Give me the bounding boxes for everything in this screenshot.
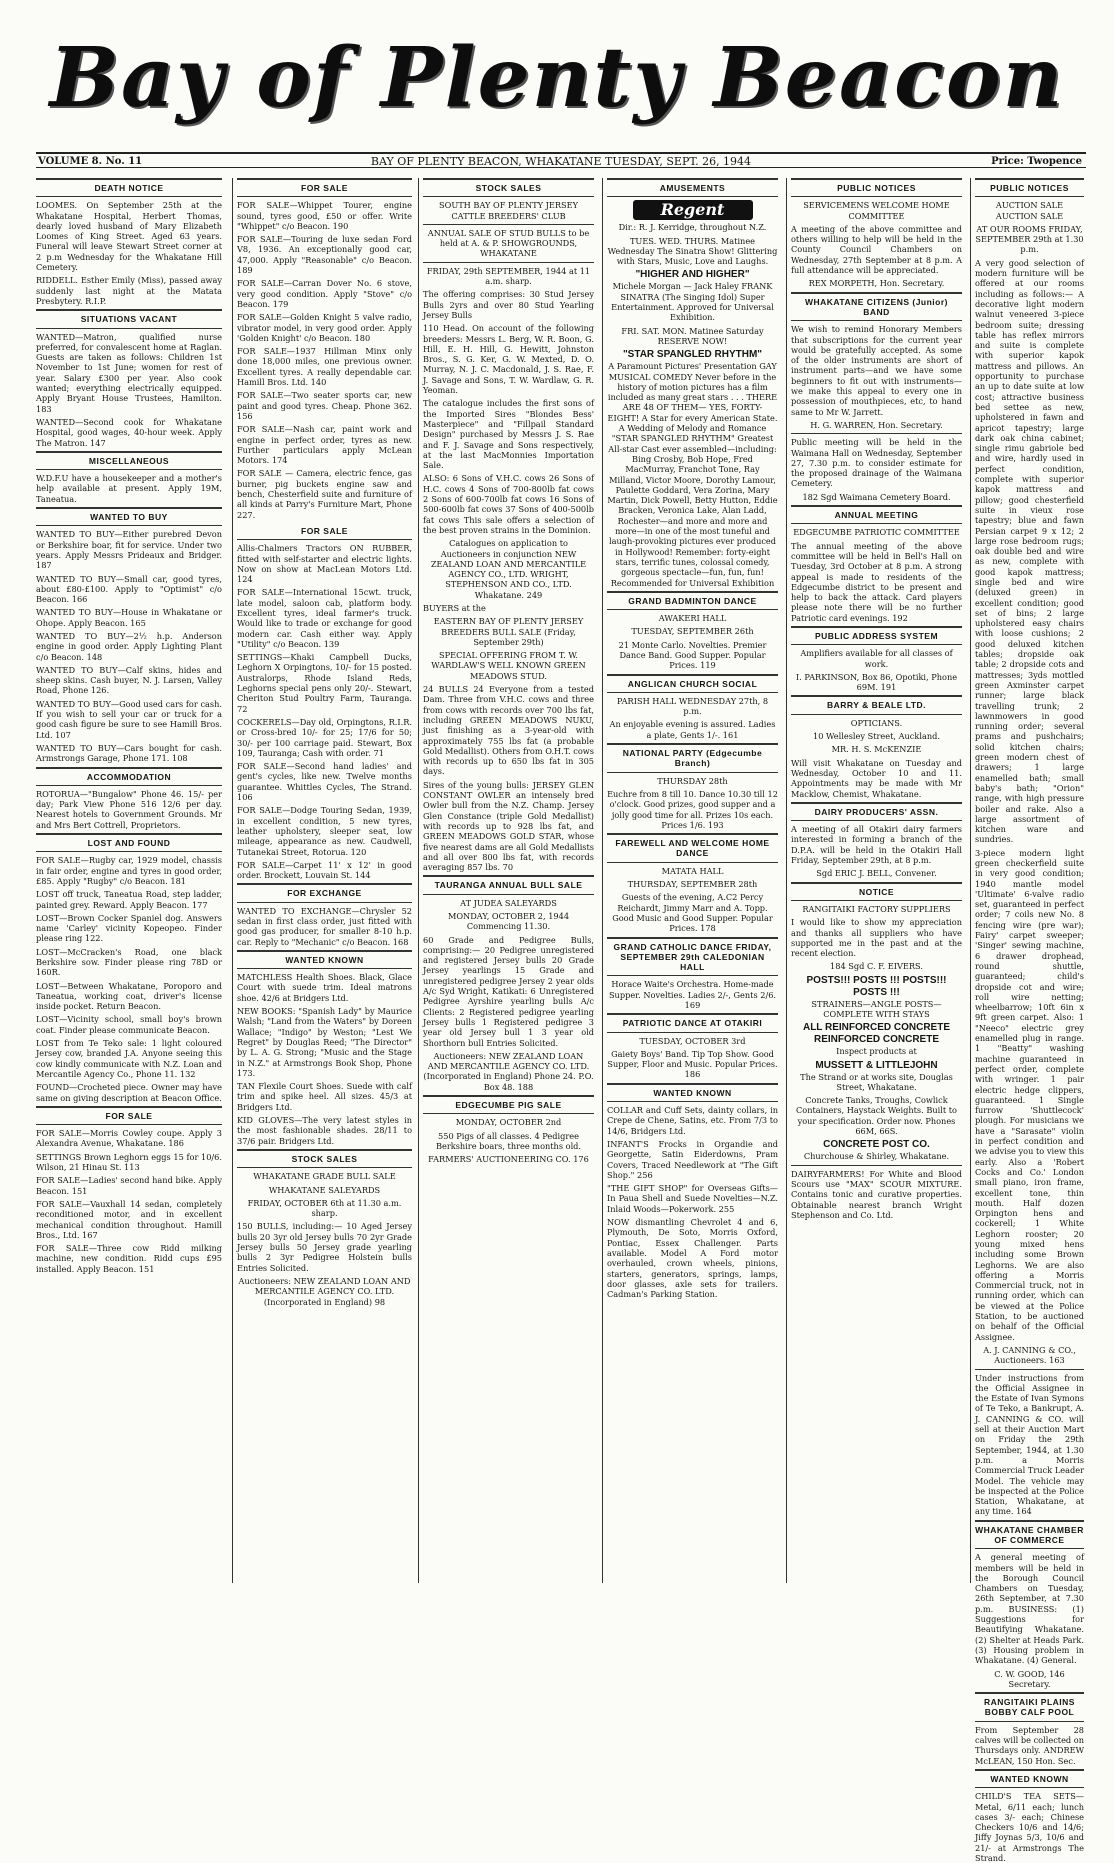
classified-ad: FOR SALE—Dodge Touring Sedan, 1939, in excellent condition, 5 new tyres, leather upholstery, sleeper seat, low mileage, appearance as new. Caudwell, Tutanekai Street, Rotorua. 120 bbox=[237, 805, 412, 857]
film-title: "HIGHER AND HIGHER" bbox=[635, 269, 750, 281]
ad-headline: ALL REINFORCED CONCRETE REINFORCED CONCRETE bbox=[802, 1022, 951, 1046]
sale-details: The offering comprises: 30 Stud Jersey Bulls 2yrs and over 80 Stud Yearling Jersey Bulls bbox=[423, 289, 594, 320]
classified-ad: CHILD'S TEA SETS—Metal, 6/11 each; lunch cases 3/- each; Chinese Checkers 10/6 and 14/6; Jiffy Joynas 5/3, 10/6 and 21/- at Armstrongs The Strand. bbox=[975, 1791, 1084, 1863]
notice-title: NOTICE bbox=[791, 882, 962, 901]
notice: We wish to remind Honorary Members that subscriptions for the current year would be gratefully accepted. As some of the older instruments are short of instrument parts—and we have some beginners to fit out with instruments—we make this appeal to every one in possession of mouthpieces, etc, to hand same to Mr W. Jarrett. bbox=[791, 324, 962, 417]
notice: I would like to show my appreciation and thanks all suppliers who have supported me in the past and at the recent election. bbox=[791, 917, 962, 959]
sale-date: MONDAY, OCTOBER 2nd bbox=[455, 1117, 562, 1128]
classified-ad: KID GLOVES—The very latest styles in the most fashionable shades. 28/11 to 37/6 pair. Bridgers Ltd. bbox=[237, 1115, 412, 1146]
event-title: NATIONAL PARTY (Edgecumbe Branch) bbox=[607, 743, 778, 773]
section-heading: DEATH NOTICE bbox=[36, 178, 222, 197]
classified-ad: WANTED TO EXCHANGE—Chrysler 52 sedan in first class order, just fitted with good gas producer, for smaller 8-10 h.p. car. Reply to "Mechanic" c/o Beacon. 168 bbox=[237, 905, 412, 947]
sale-details: 24 BULLS 24 Everyone from a tested Dam. Three from V.H.C. cows and three from cows with records over 700 lbs fat, including GREEN MEADOWS NUKU, just finishing as a 3-year-old with approximately 755 lbs fat (a probable Gold Medallist). Others from O.H.T. cows with records up to 650 lbs fat in 305 days. bbox=[423, 684, 594, 777]
sale-details: 550 Pigs of all classes. 4 Pedigree Berkshire boars, three months old. bbox=[435, 1130, 582, 1151]
classified-ad: FOR SALE—Two seater sports car, new paint and good tyres. Cheap. Phone 362. 156 bbox=[237, 390, 412, 421]
event-title: GRAND BADMINTON DANCE bbox=[607, 591, 778, 610]
sale-details: 3-piece modern light green checkerfield suite in very good condition; 1940 mantle model 'Ultimate' 6-valve radio set, guaranteed in perfect order; 7 coils new No. 8 fencing wire (pre war); Fairy' carpet sweeper; 'Singer' sewing machine, 6 drawer drophead, round shuttle, guaranteed; child's dropside cot and wire; roll wire netting; wheelbarrow; 10ft 6in x 9ft green carpet. Also: 1 "Neeco" electric grey enamelled plug in range. 1 "Beatty" washing machine guaranteed in perfect order, complete with wringer. 1 pair electric hedge clippers, guaranteed. 1 Single furrow 'Shuttlecock' plough. For musicians we have a "Sarasate" violin in perfect condition and we advise you to view this early. Also a 'Robert Cocks and Co.' London small piano, iron frame, excellent tone, thin mouth. Half dozen Orpington hens and cockerell; 1 White Leghorn rooster; 20 young mixed hens including some Brown Leghorns. We are also offering a Morris Commercial truck, not in running order, which can be viewed at the Police Station, to be auctioned on behalf of the Official Assignee. bbox=[975, 847, 1084, 1342]
signature: A. J. CANNING & CO., Auctioneers. 163 bbox=[983, 1344, 1076, 1366]
notice-title: EDGECUMBE PATRIOTIC COMMITTEE bbox=[793, 527, 960, 538]
dateline-bar bbox=[36, 152, 1086, 168]
classified-ad: SETTINGS Brown Leghorn eggs 15 for 10/6. Wilson, 21 Hinau St. 113 bbox=[36, 1151, 222, 1173]
event-date: PARISH HALL WEDNESDAY 27th, 8 p.m. bbox=[616, 695, 769, 717]
column-4 bbox=[602, 178, 782, 1583]
section-heading: WANTED KNOWN bbox=[607, 1083, 778, 1102]
event-details: An enjoyable evening is assured. Ladies a plate, Gents 1/-. 161 bbox=[609, 719, 776, 740]
classified-ad: LOST—Brown Cocker Spaniel dog. Answers name 'Carley' vicinity Kopeopeo. Finder please ring 122. bbox=[36, 912, 222, 944]
notice-title: WHAKATANE CHAMBER OF COMMERCE bbox=[975, 1520, 1084, 1550]
event-title: FAREWELL AND WELCOME HOME DANCE bbox=[607, 833, 778, 863]
divider bbox=[791, 433, 962, 434]
column-3 bbox=[418, 178, 598, 1583]
sale-venue: AT JUDEA SALEYARDS bbox=[460, 897, 557, 908]
classified-ad: WANTED TO BUY—House in Whakatane or Ohope. Apply Beacon. 165 bbox=[36, 607, 222, 628]
section-heading: PUBLIC NOTICES bbox=[975, 178, 1084, 197]
divider bbox=[423, 224, 594, 225]
sale-title: EASTERN BAY OF PLENTY JERSEY BREEDERS BULL SALE (Friday, September 29th) bbox=[433, 616, 584, 647]
notice: The annual meeting of the above committee will be held in Bell's Hall on Tuesday, 3rd October at 8 p.m. A strong appeal is made to residents of the Edgecumbe district to be present and help to back the attack. Card players please note there will be no further Patriotic card evenings. 192 bbox=[791, 540, 962, 623]
section-heading: PUBLIC NOTICES bbox=[791, 178, 962, 197]
notice: RIDDELL. Esther Emily (Miss), passed away suddenly last night at the Matata Presbytery. R.I.P. bbox=[36, 275, 222, 306]
notice: A meeting of the above committee and others willing to help will be held in the County Council Chambers on Wednesday, 27th September at 8 p.m. A full attendance will be appreciated. bbox=[791, 223, 962, 276]
section-heading: MISCELLANEOUS bbox=[36, 451, 222, 470]
volume-number: VOLUME 8. No. 11 bbox=[38, 156, 143, 167]
column-1 bbox=[36, 178, 226, 1583]
event-details: Guests of the evening, A.C2 Percy Reichardt, Jimmy Marr and A. Topp. Good Music and Good Supper. Popular Prices. 178 bbox=[612, 892, 773, 934]
ad-text: Inspect products at bbox=[836, 1046, 917, 1057]
section-heading: WANTED KNOWN bbox=[237, 950, 412, 969]
event-date: THURSDAY, SEPTEMBER 28th bbox=[627, 879, 758, 890]
sale-details: BUYERS at the bbox=[423, 602, 486, 613]
auctioneers: Auctioneers: NEW ZEALAND LOAN AND MERCANTILE AGENCY CO. LTD. (Incorporated in England) 98 bbox=[238, 1275, 411, 1307]
ad-text: Concrete Tanks, Troughs, Cowlick Containers, Haystack Weights. Built to your specification. Order now. Phones 66M, 66S. bbox=[796, 1095, 957, 1137]
classified-ad: W.D.F.U have a housekeeper and a mother's help available at present. Apply 19M, Taneatua. bbox=[36, 473, 222, 504]
classified-ad: Allis-Chalmers Tractors ON RUBBER, fitted with self-starter and electric lights. Now on show at MacLean Motors Ltd. 124 bbox=[237, 543, 412, 585]
masthead bbox=[0, 0, 1114, 152]
event-title: ANGLICAN CHURCH SOCIAL bbox=[607, 674, 778, 693]
section-heading: FOR SALE bbox=[237, 523, 412, 540]
signature: 182 Sgd Waimana Cemetery Board. bbox=[802, 491, 951, 502]
classified-ad: LOST—Vicinity school, small boy's brown coat. Finder please communicate Beacon. bbox=[36, 1014, 222, 1035]
notice-title: RANGITAIKI PLAINS BOBBY CALF POOL bbox=[975, 1692, 1084, 1722]
sale-title: SPECIAL OFFERING FROM T. W. WARDLAW'S WELL KNOWN GREEN MEADOWS STUD. bbox=[431, 650, 586, 681]
classified-ad: NEW BOOKS: "Spanish Lady" by Maurice Walsh; "Land from the Waters" by Doreen Wallace; "Indigo" by Weston; "Lest We Regret" by Douglas Reed; "The Director" by L. A. G. Strong; "Music and the Stage in N.Z." at Armstrongs Book Shop, Phone 173. bbox=[237, 1006, 412, 1078]
section-heading: STOCK SALES bbox=[237, 1149, 412, 1168]
notice: LOOMES. On September 25th at the Whakatane Hospital, Herbert Thomas, dearly loved husband of Mary Elizabeth Loomes of King Street. Aged 63 years. Funeral will leave Stewart Street corner at 2 p.m Wednesday for the Whakatane Hill Cemetery. bbox=[36, 200, 222, 273]
notice-address: 10 Wellesley Street, Auckland. bbox=[813, 731, 940, 742]
classified-ad: DAIRYFARMERS! For White and Blood Scours use "MAX" SCOUR MIXTURE. Contains tonic and curative properties. Obtainable nearest branch Wright Stephenson and Co. Ltd. bbox=[791, 1168, 962, 1220]
classified-ad: WANTED TO BUY—Good used cars for cash. If you wish to sell your car or truck for a good cash figure be sure to see Hamill Bros. Ltd. 107 bbox=[36, 698, 222, 740]
classified-ad: WANTED TO BUY—Calf skins, hides and sheep skins. Cash buyer, N. J. Larsen, Valley Road, Phone 126. bbox=[36, 664, 222, 696]
event-date: THURSDAY 28th bbox=[657, 775, 728, 786]
auctioneers: Catalogues on application to Auctioneers in conjunction NEW ZEALAND LOAN AND MERCANTILE AGENCY CO., LTD. WRIGHT, STEPHENSON AND CO., LTD. Whakatane. 249 bbox=[430, 538, 587, 600]
signature: H. G. WARREN, Hon. Secretary. bbox=[810, 419, 943, 430]
signature: I. PARKINSON, Box 86, Opotiki, Phone 69M. 191 bbox=[795, 671, 958, 693]
notice: From September 28 calves will be collected on Thursdays only. ANDREW McLEAN, 150 Hon. Sec. bbox=[975, 1724, 1084, 1766]
classified-ad: "THE GIFT SHOP" for Overseas Gifts—In Paua Shell and Suede Novelties—N.Z. Inlaid Woods—Pokerwork. 255 bbox=[607, 1183, 778, 1214]
sale-details: 150 BULLS, including:— 10 Aged Jersey bulls 20 3yr old Jersey bulls 70 2yr Grade Jersey bulls 50 Jersey grade yearling bulls 2 3yr Pedigree Holstein bulls Entries Solicited. bbox=[237, 1221, 412, 1273]
event-date: TUESDAY, OCTOBER 3rd bbox=[639, 1035, 746, 1046]
classified-ad: WANTED TO BUY—Small car, good tyres, about £80-£100. Apply to "Optimist" c/o Beacon. 166 bbox=[36, 573, 222, 605]
sale-details: 110 Head. On account of the following breeders: Messrs L. Berg, W. R. Boon, G. Hill, E. H. Hill, G. Hewitt, Johnston Bros., S. G. Ker, G. W. Mexted, D. O. Murray, N. J. C. Macdonald, J. S. Rae, F. J. Savage and Sons, T. W. Wardlaw, G. R. Yeoman. bbox=[423, 323, 594, 396]
event-venue: MATATA HALL bbox=[661, 865, 724, 876]
notice-title: WHAKATANE CITIZENS (Junior) BAND bbox=[791, 292, 962, 322]
classified-ad: WANTED TO BUY—2½ h.p. Anderson engine in good order. Apply Lighting Plant c/o Beacon. 148 bbox=[36, 630, 222, 662]
classified-ad: WANTED—Matron, qualified nurse preferred, for convalescent home at Raglan. Guests are taken as follows: Children 1st November to 1st June; women for rest of year. Salary £300 per year. Also cook wanted; everything electrically equipped. Apply Bryant House Trustees, Hamilton. 183 bbox=[36, 331, 222, 414]
notice-subtitle: OPTICIANS. bbox=[850, 717, 903, 728]
notice: A general meeting of members will be held in the Borough Council Chambers on Tuesday, 26th September, at 7.30 p.m. BUSINESS: (1) Suggestions for Beautifying Whakatane. (2) Shelter at Heads Park. (3) Housing problem in Whakatane. (4) General. bbox=[975, 1552, 1084, 1666]
auctioneers: Auctioneers: NEW ZEALAND LOAN AND MERCANTILE AGENCY CO. LTD. (Incorporated in England) Phone 24. P.O. Box 48. 188 bbox=[423, 1050, 594, 1092]
divider bbox=[975, 1369, 1084, 1370]
classified-ad: MATCHLESS Health Shoes. Black, Glace Court with suede trim. Ideal matrons shoe. 42/6 at Bridgers Ltd. bbox=[237, 972, 412, 1003]
divider bbox=[791, 1165, 962, 1166]
classified-ad: INFANT'S Frocks in Organdie and Georgette, Satin Eiderdowns, Pram Covers, Traced Needlework at "The Gift Shop." 256 bbox=[607, 1138, 778, 1180]
sale-venue: WHAKATANE SALEYARDS bbox=[268, 1184, 381, 1195]
notice-title: PUBLIC ADDRESS SYSTEM bbox=[791, 626, 962, 645]
section-heading: FOR SALE bbox=[237, 178, 412, 197]
classified-ad: FOR SALE—Golden Knight 5 valve radio, vibrator model, in very good order. Apply 'Golden Knight' c/o Beacon. 180 bbox=[237, 312, 412, 343]
event-date: TUESDAY, SEPTEMBER 26th bbox=[631, 626, 754, 637]
notice-title: MR. H. S. McKENZIE bbox=[831, 744, 922, 755]
classified-ad: SETTINGS—Khaki Campbell Ducks, Leghorn X Orpingtons, 10/- for 15 posted. Australorps, Rhode Island Reds, Leghorns special pens only 20/-. Stewart, Cheriton Stud Poultry Farm, Tauranga. 72 bbox=[237, 652, 412, 714]
sale-date: AT OUR ROOMS FRIDAY, SEPTEMBER 29th at 1.30 p.m. bbox=[975, 223, 1084, 255]
dateline: BAY OF PLENTY BEACON, WHAKATANE TUESDAY, SEPT. 26, 1944 bbox=[370, 155, 752, 168]
sale-title: SOUTH BAY OF PLENTY JERSEY CATTLE BREEDERS' CLUB bbox=[439, 200, 578, 221]
signature: Sgd ERIC J. BELL, Convener. bbox=[816, 868, 937, 879]
classified-ad: FOR SALE—Second hand ladies' and gent's cycles, like new. Twelve months guarantee. Whittles Cycles, The Strand. 106 bbox=[237, 761, 412, 803]
program-text: A Paramount Pictures' Presentation GAY MUSICAL COMEDY Never before in the history of motion pictures has a film included as many great stars . . . THERE ARE 48 OF THEM— YES, FORTY-EIGHT! A Star for every American State. A Wedding of Melody and Romance "STAR SPANGLED RHYTHM" Greatest All-star Cast ever assembled—including: Bing Crosby, Bob Hope, Fred MacMurray, Franchot Tone, Ray Milland, Victor Moore, Dorothy Lamour, Paulette Goddard, Vera Zorina, Mary Martin, Dick Powell, Betty Hutton, Eddie Bracken, Veronica Lake, Alan Ladd, Rochester—and more and more and more—in one of the most tuneful and laugh-provoking pictures ever produced in Hollywood! Remember: forty-eight stars, terrific tunes, colossal comedy, gorgeous spectacle—fun, fun, fun! Recommended for Universal Exhibition bbox=[607, 361, 778, 588]
section-heading: WANTED TO BUY bbox=[36, 507, 222, 526]
classified-ad: FOR SALE—1937 Hillman Minx only done 18,000 miles, one previous owner. Excellent tyres. A really dependable car. Hamill Bros. Ltd. 140 bbox=[237, 346, 412, 388]
sale-title: ANNUAL SALE OF STUD BULLS to be held at A. & P. SHOWGROUNDS, WHAKATANE bbox=[427, 227, 590, 259]
classified-ad: FOR SALE—Carran Dover No. 6 stove, very good condition. Apply "Stove" c/o Beacon. 179 bbox=[237, 278, 412, 309]
sale-details: ALSO: 6 Sons of V.H.C. cows 26 Sons of H.C. cows 4 Sons of 700-800lb fat cows 2 Sons of 600-700lb fat cows 16 Sons of 500-600lb fat cows 37 Sons of 400-500lb fat cows This sale offers a selection of the best proven strains in the Dominion. bbox=[423, 473, 594, 535]
classified-ad: FOR SALE — Camera, electric fence, gas burner, pig buckets engine saw and bench, Chesterfield suite and furniture of all kinds at Parry's Furniture Mart, Phone 227. bbox=[237, 468, 412, 520]
notice: Amplifiers available for all classes of work. bbox=[800, 648, 953, 669]
event-details: Euchre from 8 till 10. Dance 10.30 till 12 o'clock. Good prizes, good supper and a jolly good time for all. Prizes 10s each. Prices 1/6. 193 bbox=[607, 788, 778, 830]
event-details: 21 Monte Carlo. Novelties. Premier Dance Band. Good Supper. Popular Prices. 119 bbox=[618, 639, 767, 671]
ad-headline: CONCRETE POST CO. bbox=[823, 1139, 930, 1151]
notice-title: ANNUAL MEETING bbox=[791, 505, 962, 524]
event-title: GRAND CATHOLIC DANCE FRIDAY, SEPTEMBER 29th CALEDONIAN HALL bbox=[607, 937, 778, 977]
divider bbox=[423, 262, 594, 263]
price: Price: Twopence bbox=[991, 156, 1082, 167]
event-title: PATRIOTIC DANCE AT OTAKIRI bbox=[607, 1013, 778, 1032]
notice: Public meeting will be held in the Waimana Hall on Wednesday, September 27, 7.30 p.m. to consider estimate for the proposed drainage of the Waimana Cemetery. bbox=[791, 437, 962, 489]
classified-ad: FOR SALE—Ladies' second hand bike. Apply Beacon. 151 bbox=[36, 1175, 222, 1196]
section-heading: AMUSEMENTS bbox=[607, 178, 778, 197]
auctioneers: FARMERS' AUCTIONEERING CO. 176 bbox=[428, 1154, 589, 1165]
classified-ad: LOST from Te Teko sale: 1 light coloured Jersey cow, branded J.A. Anyone seeing this cow kindly communicate with N.Z. Loan and Mercantile Agency Co., Phone 11. 132 bbox=[36, 1038, 222, 1079]
event-venue: AWAKERI HALL bbox=[658, 613, 727, 624]
section-heading: ACCOMMODATION bbox=[36, 767, 222, 786]
signature: REX MORPETH, Hon. Secretary. bbox=[808, 278, 945, 289]
notice-title: DAIRY PRODUCERS' ASSN. bbox=[791, 802, 962, 821]
classified-ad: LOST off truck, Taneatua Road, step ladder, painted grey. Reward. Apply Beacon. 177 bbox=[36, 889, 222, 910]
classified-ad: WANTED TO BUY—Either purebred Devon or Berkshire boar, fit for service. Under two years. Apply Messrs Prideaux and Bridger. 187 bbox=[36, 529, 222, 571]
sale-details: The catalogue includes the first sons of the Imported Sires "Blondes Bess' Masterpiece" and "Fillpail Standard Design" purchased by Messrs J. S. Rae and F. J. Savage and Sons respectively, at the last MacMonnies Importation Sale. bbox=[423, 398, 594, 471]
signature: C. W. GOOD, 146 Secretary. bbox=[994, 1668, 1065, 1689]
notice-title: AUCTION SALE AUCTION SALE bbox=[995, 200, 1064, 221]
notice-title: SERVICEMENS WELCOME HOME COMMITTEE bbox=[803, 200, 950, 221]
classified-ad: COCKERELS—Day old, Orpingtons, R.I.R. or Cross-bred 10/- for 25; 17/6 for 50; 30/- per 100 carriage paid. Stewart, Box 109, Tauranga; Cash with order. 71 bbox=[237, 716, 412, 758]
program-text: Michele Morgan — Jack Haley FRANK SINATRA (The Singing Idol) Super Entertainment. Approved for Universal Exhibition. bbox=[611, 281, 774, 323]
ad-text: The Strand or at works site, Douglas Street, Whakatane. bbox=[800, 1071, 953, 1092]
column-6 bbox=[970, 178, 1088, 1863]
section-heading: EDGECUMBE PIG SALE bbox=[423, 1095, 594, 1114]
classified-ad: FOR SALE—Carpet 11' x 12' in good order. Brockett, Louvain St. 144 bbox=[237, 859, 412, 881]
classified-ad: COLLAR and Cuff Sets, dainty collars, in Crepe de Chene, Satins, etc. From 7/3 to 14/6, Bridgers Ltd. bbox=[607, 1105, 778, 1136]
program-text: TUES. WED. THURS. Matinee Wednesday The Sinatra Show! Glittering with Stars, Music, Love and Laughs. bbox=[607, 235, 778, 267]
ad-text: STRAINERS—ANGLE POSTS— COMPLETE WITH STAYS bbox=[811, 998, 942, 1019]
column-2 bbox=[232, 178, 416, 1583]
section-heading: LOST AND FOUND bbox=[36, 833, 222, 852]
section-heading: WANTED KNOWN bbox=[975, 1769, 1084, 1788]
notice-title: BARRY & BEALE LTD. bbox=[791, 695, 962, 714]
sale-title: WHAKATANE GRADE BULL SALE bbox=[253, 1171, 396, 1182]
classified-ad: FOR SALE—Three cow Ridd milking machine, new condition. Ridd cups £95 installed. Apply Beacon. 151 bbox=[36, 1243, 222, 1274]
notice-subtitle: RANGITAIKI FACTORY SUPPLIERS bbox=[802, 903, 951, 914]
event-details: Gaiety Boys' Band. Tip Top Show. Good Supper, Floor and Music. Popular Prices. 186 bbox=[607, 1048, 778, 1080]
sale-details: Sires of the young bulls: JERSEY GLEN CONSTANT OWLER an intensely bred Owler bull from the N.Z. Champ. Jersey Glen Constance (triple Gold Medallist) with records up to 928 lbs fat, and GREEN MEADOWS GOLD STAR, whose five nearest dams are all Gold Medallists and all over 800 lbs fat, with records averaging 857 lbs. 70 bbox=[423, 779, 594, 873]
sale-details: 60 Grade and Pedigree Bulls, comprising:— 20 Pedigree unregistered and registered Jersey bulls 20 Grade Jersey yearlings 15 Grade and unregistered pedigree Jersey 2 year olds A/c Syd Wright, Katikati: 6 Unregistered Pedigree Ayrshire yearling bulls A/c Clients: 2 Registered pedigree yearling Jersey bulls 1 Registered pedigree 3 year old Jersey bull 1 3 year old Shorthorn bull Entries Solicited. bbox=[423, 934, 594, 1048]
notice: Under instructions from the Official Assignee in the Estate of Ivan Symons of Te Teko, a Bankrupt, A. J. CANNING & CO. will sell at their Auction Mart on Friday the 29th September, 1944, at 1.30 p.m. a Morris Commercial Truck Leader Model. The vehicle may be inspected at the Police Station, Whakatane, at any time. 164 bbox=[975, 1372, 1084, 1517]
classified-ad: FOR SALE—International 15cwt. truck, late model, saloon cab, platform body. Excellent tyres, ideal farmer's truck. Would like to trade or exchange for good modern car. Cash either way. Apply "Utility" c/o Beacon. 139 bbox=[237, 587, 412, 649]
regent-theatre-logo: Regent bbox=[633, 200, 753, 220]
classified-ad: FOR SALE—Nash car, paint work and engine in perfect order, tyres as new. Further particulars apply McLean Motors. 174 bbox=[237, 424, 412, 466]
notice: Will visit Whakatane on Tuesday and Wednesday, October 10 and 11. Appointments may be made with Mr Macklow, Chemist, Whakatane. bbox=[791, 757, 962, 799]
ad-headline: MUSSETT & LITTLEJOHN bbox=[815, 1059, 938, 1071]
sale-date: FRIDAY, OCTOBER 6th at 11.30 a.m. sharp. bbox=[247, 1197, 402, 1219]
sale-details: A very good selection of modern furniture will be offered at our rooms including as follows:— A decorative light modern walnut veneered 3-piece bedroom suite; dressing table has reflex mirrors and suite is complete with superior kapok mattress and pillows. An opportunity to purchase an up to date suite at low cost; attractive business bed settee as new, upholstered in fawn and apricot tapestry; large dark oak china cabinet; single rimu gabriole bed and wire, hardly used in perfect condition, complete with superior kapok mattress and pillow; good chesterfield suite in vieux rose tapestry; blue and fawn Persian carpet 9 x 12; 2 large rose bedroom rugs; oak double bed and wire as new, complete with good kapok mattress; single bed and wire (deluxed green) in excellent condition; good set of bins; 2 large upholstered easy chairs with loose cushions; 2 good deluxed kitchen tables; dropside oak table; 2 dropside cots and mattresses; 3yds mottled green Axminster carpet runner; large black travelling trunk; 2 lawnmowers in good running order; several prams and pushchairs; solid kitchen chairs; green modern chest of drawers; 1 large enamelled bath; small baby's bath; "Orion" range, with high pressure boiler and rake. Also a large assortment of kitchen ware and sundries. bbox=[975, 257, 1084, 845]
column-5 bbox=[786, 178, 966, 1583]
notice: A meeting of all Otakiri dairy farmers interested in forming a branch of the D.P.A. will be held in the Otakiri Hall Friday, September 29th, at 8 p.m. bbox=[791, 824, 962, 866]
classified-ad: FOR SALE—Whippet Tourer, engine sound, tyres good, £50 or offer. Write "Whippet" c/o Beacon. 190 bbox=[237, 200, 412, 231]
classified-ad: FOR SALE—Rugby car, 1929 model, chassis in fair order, engine and tyres in good order, £85. Apply "Rugby" c/o Beacon. 181 bbox=[36, 855, 222, 886]
ad-text: Churchouse & Shirley, Whakatane. bbox=[803, 1151, 950, 1162]
section-heading: FOR SALE bbox=[36, 1106, 222, 1125]
classified-ad: LOST—McCracken's Road, one black Berkshire sow. Finder please ring 78D or 160R. bbox=[36, 946, 222, 978]
director-line: Dir.: R. J. Kerridge, throughout N.Z. bbox=[618, 222, 767, 233]
signature: 184 Sgd C. F. EIVERS. bbox=[830, 961, 923, 972]
section-heading: FOR EXCHANGE bbox=[237, 883, 412, 902]
classified-ad: FOR SALE—Vauxhall 14 sedan, completely reconditioned motor, and in excellent mechanical condition throughout. Hamill Bros., Ltd. 167 bbox=[36, 1198, 222, 1240]
classified-ad: ROTORUA—"Bungalow" Phone 46. 15/- per day; Park View Phone 516 12/6 per day. Nearest hotels to Government Grounds. Mr and Mrs Bert Cottrell, Proprietors. bbox=[36, 788, 222, 830]
classified-ad: FOUND—Crocheted piece. Owner may have same on giving description at Beacon Office. bbox=[36, 1082, 222, 1103]
program-text: FRI. SAT. MON. Matinee Saturday RESERVE NOW! bbox=[621, 325, 764, 346]
newspaper-title: Bay of Plenty Beacon bbox=[49, 30, 1065, 126]
section-heading: STOCK SALES bbox=[423, 178, 594, 197]
sale-date: FRIDAY, 29th SEPTEMBER, 1944 at 11 a.m. sharp. bbox=[426, 265, 591, 287]
classified-ad: FOR SALE—Morris Cowley coupe. Apply 3 Alexandra Avenue, Whakatane. 186 bbox=[36, 1128, 222, 1149]
classified-ad: WANTED TO BUY—Cars bought for cash. Armstrongs Garage, Phone 171. 108 bbox=[36, 742, 222, 764]
film-title: "STAR SPANGLED RHYTHM" bbox=[622, 349, 763, 361]
classified-ad: WANTED—Second cook for Whakatane Hospital, good wages, 40-hour week. Apply The Matron. 147 bbox=[36, 416, 222, 448]
classified-ad: NOW dismantling Chevrolet 4 and 6, Plymouth, De Soto, Morris Oxford, Pontiac, Essex Challenger. Parts available. Model A Ford motor overhauled, crown wheels, pinions, starters, generators, springs, lamps, door glasses, axle sets for trailers. Cadman's Parking Station. bbox=[607, 1217, 778, 1300]
classified-ad: TAN Flexile Court Shoes. Suede with calf trim and spike heel. All sizes. 45/3 at Bridgers Ltd. bbox=[237, 1081, 412, 1112]
classified-ad: LOST—Between Whakatane, Poroporo and Taneatua, working coat, driver's license inside pocket. Return Beacon. bbox=[36, 980, 222, 1012]
ad-headline: POSTS!!! POSTS !!! POSTS!!! POSTS !!! bbox=[806, 974, 947, 998]
classified-ad: FOR SALE—Touring de luxe sedan Ford V8, 1936. An exceptionally good car, 47,000. Apply "Reasonable" c/o Beacon. 189 bbox=[237, 234, 412, 276]
sale-date: MONDAY, OCTOBER 2, 1944 Commencing 11.30. bbox=[447, 911, 570, 932]
event-details: Horace Waite's Orchestra. Home-made Supper. Novelties. Ladies 2/-, Gents 2/6. 169 bbox=[608, 979, 777, 1010]
section-heading: SITUATIONS VACANT bbox=[36, 309, 222, 328]
section-heading: TAURANGA ANNUAL BULL SALE bbox=[423, 875, 594, 894]
